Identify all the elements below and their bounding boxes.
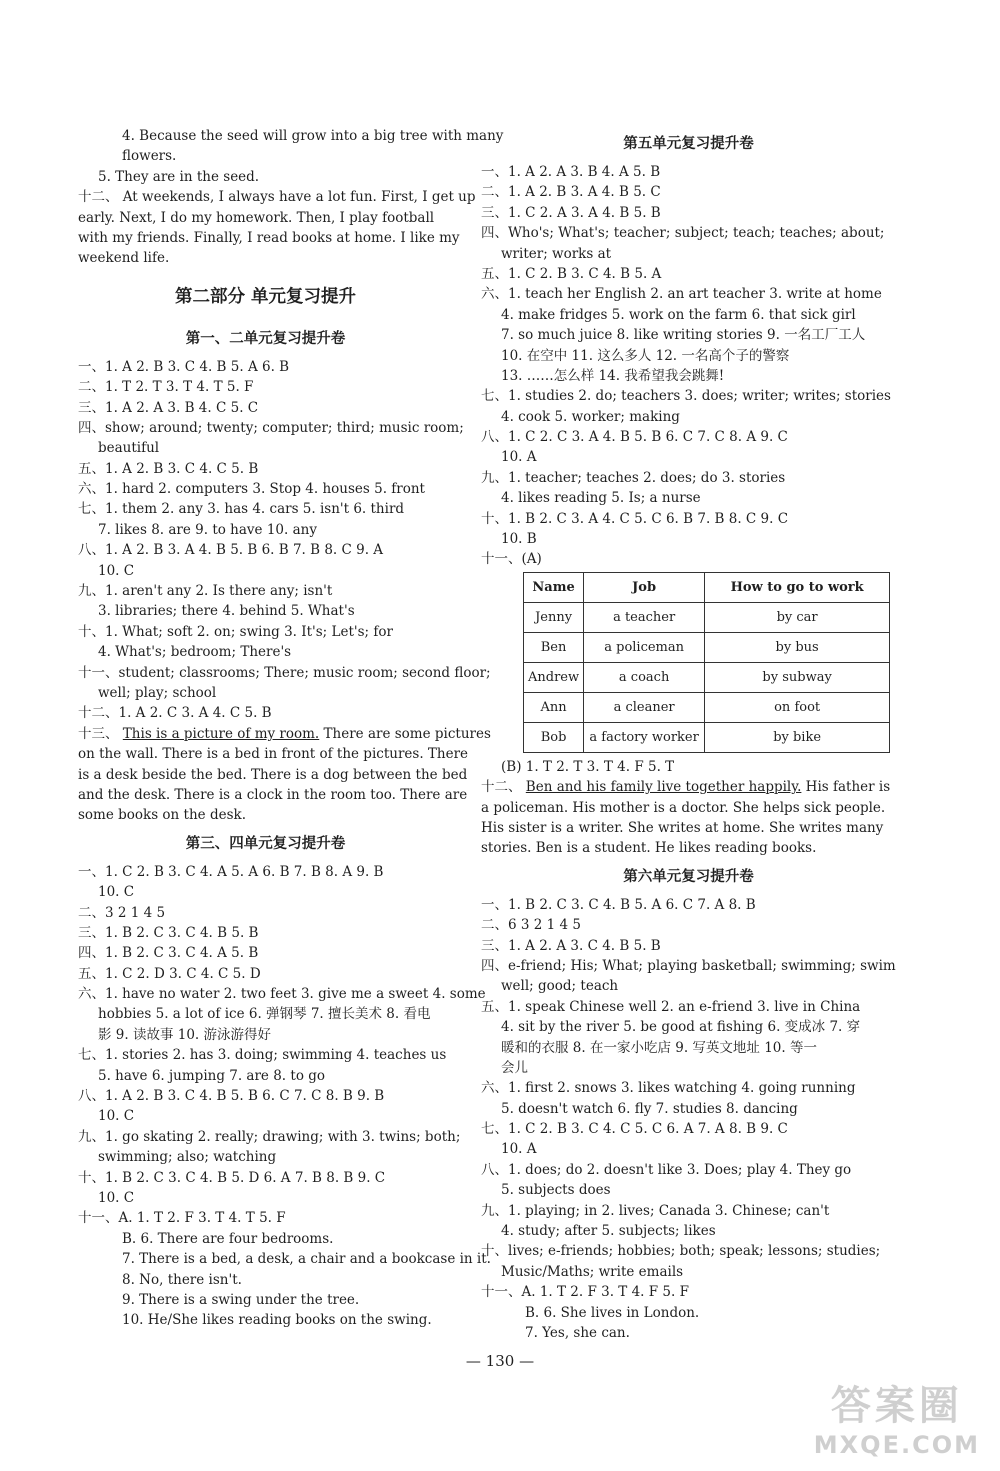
answer-line: 10. A <box>501 1141 537 1158</box>
answer-line: 四、e-friend; His; What; playing basketball; swimming; swim <box>481 957 896 974</box>
answer-line: 7. There is a bed, a desk, a chair and a bookcase in it. <box>122 1251 491 1268</box>
answer-line: well; good; teach <box>501 978 619 995</box>
answer-line: swimming; also; watching <box>98 1149 277 1166</box>
table-cell: a cleaner <box>584 692 705 722</box>
answer-line: 二、3 2 1 4 5 <box>78 904 166 921</box>
right-column <box>481 126 896 1343</box>
answer-line: 七、1. stories 2. has 3. doing; swimming 4. teaches us <box>78 1047 447 1064</box>
answer-line: 10. C <box>98 1108 135 1125</box>
section-heading: 第六单元复习提升卷 <box>623 867 754 885</box>
answer-line: 一、1. C 2. B 3. C 4. A 5. A 6. B 7. B 8. A 9. B <box>78 863 384 880</box>
answer-line: stories. Ben is a student. He likes reading books. <box>481 840 817 857</box>
answer-line: 10. 在空中 11. 这么多人 12. 一名高个子的警察 <box>501 347 790 364</box>
answer-line: 影 9. 读故事 10. 游泳游得好 <box>98 1026 272 1043</box>
table-cell: Ben <box>524 632 584 662</box>
unit-five-block <box>481 126 896 570</box>
answer-line: His sister is a writer. She writes at home. She writes many <box>481 819 884 836</box>
section-heading: 第一、二单元复习提升卷 <box>185 329 346 347</box>
watermark-url: MXQE.COM <box>813 1431 980 1459</box>
answer-line: 二、1. T 2. T 3. T 4. T 5. F <box>78 379 254 396</box>
underlined-sentence: This is a picture of my room. <box>122 725 320 742</box>
table-cell: a factory worker <box>584 722 705 752</box>
answer-line: 三、1. B 2. C 3. C 4. B 5. B <box>78 924 259 941</box>
answer-line: 7. likes 8. are 9. to have 10. any <box>98 521 317 538</box>
page-number: — 130 — <box>465 1352 535 1370</box>
watermark-title: 答案圈 <box>830 1383 963 1429</box>
answer-line: 三、1. A 2. A 3. B 4. C 5. C <box>78 399 259 416</box>
answer-line: 5. They are in the seed. <box>98 168 260 185</box>
answer-line: 十、1. B 2. C 3. C 4. B 5. D 6. A 7. B 8. B 9. C <box>78 1169 386 1186</box>
answer-line: 九、1. aren't any 2. Is there any; isn't <box>78 583 333 600</box>
answer-line: 会儿 <box>501 1059 528 1076</box>
table-cell: Bob <box>524 722 584 752</box>
answer-line: 10. C <box>98 884 135 901</box>
answer-line: 七、1. studies 2. do; teachers 3. does; writer; writes; stories <box>481 388 891 405</box>
answer-line: 10. He/She likes reading books on the swing. <box>122 1312 432 1329</box>
underlined-sentence: Ben and his family live together happily. <box>525 779 802 796</box>
answer-line: 一、1. B 2. C 3. C 4. B 5. A 6. C 7. A 8. B <box>481 896 756 913</box>
answer-line: 十一、A. 1. T 2. F 3. T 4. T 5. F <box>78 1210 286 1227</box>
answer-line: 7. so much juice 8. like writing stories 9. 一名工厂工人 <box>501 327 866 344</box>
answer-line: writer; works at <box>501 245 612 262</box>
table-header-cell: Job <box>584 572 705 602</box>
answer-line: 五、1. speak Chinese well 2. an e-friend 3. live in China <box>481 998 861 1015</box>
table-row <box>524 692 890 722</box>
answer-line: 10. C <box>98 562 135 579</box>
answer-line: 4. likes reading 5. Is; a nurse <box>501 490 701 507</box>
answer-line: 一、1. A 2. B 3. C 4. B 5. A 6. B <box>78 358 290 375</box>
job-table-header <box>524 572 890 602</box>
answer-line: and the desk. There is a clock in the room too. There are <box>78 786 468 803</box>
answer-line: 十、1. B 2. C 3. A 4. C 5. C 6. B 7. B 8. C 9. C <box>481 510 789 527</box>
answer-line: 4. cook 5. worker; making <box>501 408 680 425</box>
answer-line: a policeman. His mother is a doctor. She helps sick people. <box>481 799 886 816</box>
answer-line: 六、1. first 2. snows 3. likes watching 4. going running <box>481 1080 856 1097</box>
answer-line: 三、1. C 2. A 3. A 4. B 5. B <box>481 204 661 221</box>
table-cell: Ann <box>524 692 584 722</box>
table-row <box>524 632 890 662</box>
answer-line: is a desk beside the bed. There is a dog between the bed <box>78 766 468 783</box>
answer-line: weekend life. <box>78 250 170 267</box>
answer-line: some books on the desk. <box>78 807 246 824</box>
answer-line: 5. subjects does <box>501 1182 611 1199</box>
table-header-cell: How to go to work <box>705 572 890 602</box>
answer-line: 3. libraries; there 4. behind 5. What's <box>98 603 355 620</box>
unit-six-block <box>481 757 896 1344</box>
answer-line: 10. B <box>501 531 537 548</box>
answer-line: 九、1. teacher; teaches 2. does; do 3. stories <box>481 469 786 486</box>
answer-line: 九、1. playing; in 2. lives; Canada 3. Chinese; can't <box>481 1202 830 1219</box>
answer-line: early. Next, I do my homework. Then, I play football <box>78 209 435 226</box>
answer-line: 4. What's; bedroom; There's <box>98 644 292 661</box>
answer-line: 四、show; around; twenty; computer; third; music room; <box>78 419 464 436</box>
answer-line: 七、1. them 2. any 3. has 4. cars 5. isn't 6. third <box>78 501 405 518</box>
answer-line: hobbies 5. a lot of ice 6. 弹钢琴 7. 擅长美术 8. 看电 <box>98 1006 431 1023</box>
table-cell: on foot <box>705 692 890 722</box>
answer-line: 十一、A. 1. T 2. F 3. T 4. F 5. F <box>481 1284 689 1301</box>
answer-line: 13. ……怎么样 14. 我希望我会跳舞! <box>501 367 725 384</box>
table-cell: by bike <box>705 722 890 752</box>
answer-line: 五、1. A 2. B 3. C 4. C 5. B <box>78 460 259 477</box>
answer-line: 十二、 Ben and his family live together happily. His father is <box>481 779 891 796</box>
table-cell: by bus <box>705 632 890 662</box>
answer-line: 七、1. C 2. B 3. C 4. C 5. C 6. A 7. A 8. B 9. C <box>481 1121 788 1138</box>
answer-line: B. 6. There are four bedrooms. <box>122 1230 334 1247</box>
answer-line: 六、1. teach her English 2. an art teacher 3. write at home <box>481 286 882 303</box>
answer-line: well; play; school <box>98 684 217 701</box>
table-row <box>524 602 890 632</box>
table-row <box>524 662 890 692</box>
answer-line: 八、1. C 2. C 3. A 4. B 5. B 6. C 7. C 8. A 9. C <box>481 429 788 446</box>
answer-line: 十、lives; e-friends; hobbies; both; speak; lessons; studies; <box>481 1243 881 1260</box>
answer-line: 4. study; after 5. subjects; likes <box>501 1223 716 1240</box>
table-cell: Jenny <box>524 602 584 632</box>
answer-line: flowers. <box>122 148 177 165</box>
answer-line: 十一、student; classrooms; There; music room; second floor; <box>78 664 491 681</box>
answer-line: 十一、(A) <box>481 551 542 568</box>
table-cell: a coach <box>584 662 705 692</box>
answer-line: 5. have 6. jumping 7. are 8. to go <box>98 1067 326 1084</box>
answer-line: 六、1. have no water 2. two feet 3. give me a sweet 4. some <box>78 986 486 1003</box>
table-cell: by subway <box>705 662 890 692</box>
section-heading: 第五单元复习提升卷 <box>623 135 754 152</box>
answer-line: 十三、 This is a picture of my room. There are some pictures <box>78 725 491 742</box>
watermark-logo <box>814 1374 980 1459</box>
answer-line: 5. doesn't watch 6. fly 7. studies 8. dancing <box>501 1100 798 1117</box>
answer-line: 8. No, there isn't. <box>122 1271 242 1288</box>
answer-line: 九、1. go skating 2. really; drawing; with 3. twins; both; <box>78 1128 461 1145</box>
answer-line: 八、1. A 2. B 3. A 4. B 5. B 6. B 7. B 8. C 9. A <box>78 542 384 559</box>
job-table-body <box>524 602 890 752</box>
answer-line: 4. Because the seed will grow into a big tree with many <box>122 128 504 144</box>
answer-line: 4. make fridges 5. work on the farm 6. that sick girl <box>501 306 856 323</box>
part-heading: 第二部分 单元复习提升 <box>174 286 357 307</box>
table-cell: Andrew <box>524 662 584 692</box>
answer-line: 五、1. C 2. B 3. C 4. B 5. A <box>481 265 662 282</box>
answer-line: Music/Maths; write emails <box>501 1263 684 1280</box>
answer-line: 十二、1. A 2. C 3. A 4. C 5. B <box>78 705 272 722</box>
answer-line: 二、1. A 2. B 3. A 4. B 5. C <box>481 184 661 201</box>
answer-line: 十、1. What; soft 2. on; swing 3. It's; Let's; for <box>78 623 393 640</box>
section-heading: 第三、四单元复习提升卷 <box>185 834 346 852</box>
answer-line: 暖和的衣服 8. 在一家小吃店 9. 写英文地址 10. 等一 <box>501 1039 817 1056</box>
answer-line: 十二、 At weekends, I always have a lot fun. First, I get up <box>78 189 476 206</box>
table-header-cell: Name <box>524 572 584 602</box>
answer-line: 9. There is a swing under the tree. <box>122 1291 360 1308</box>
answer-line: 7. Yes, she can. <box>525 1324 630 1341</box>
answer-line: 10. C <box>98 1189 135 1206</box>
answer-line: on the wall. There is a bed in front of the pictures. There <box>78 746 469 763</box>
answer-line: 八、1. does; do 2. doesn't like 3. Does; play 4. They go <box>481 1161 852 1178</box>
job-table <box>523 572 890 753</box>
table-cell: a teacher <box>584 602 705 632</box>
answer-line: B. 6. She lives in London. <box>525 1304 700 1321</box>
answer-line: beautiful <box>98 440 160 457</box>
table-cell: by car <box>705 602 890 632</box>
answer-line: 一、1. A 2. A 3. B 4. A 5. B <box>481 164 661 180</box>
answer-line: 五、1. C 2. D 3. C 4. C 5. D <box>78 965 261 982</box>
table-cell: a policeman <box>584 632 705 662</box>
answer-line: 八、1. A 2. B 3. C 4. B 5. B 6. C 7. C 8. B 9. B <box>78 1088 385 1105</box>
answer-line: 三、1. A 2. A 3. C 4. B 5. B <box>481 937 661 954</box>
answer-line: 四、1. B 2. C 3. C 4. A 5. B <box>78 945 259 962</box>
answer-line: 四、Who's; What's; teacher; subject; teach; teaches; about; <box>481 225 885 242</box>
answer-line: 六、1. hard 2. computers 3. Stop 4. houses 5. front <box>78 481 425 498</box>
answer-line: with my friends. Finally, I read books at home. I like my <box>78 229 460 246</box>
left-column <box>78 126 504 1331</box>
answer-line: 二、6 3 2 1 4 5 <box>481 917 581 934</box>
answer-line: (B) 1. T 2. T 3. T 4. F 5. T <box>501 758 675 775</box>
table-row <box>524 722 890 752</box>
answer-line: 4. sit by the river 5. be good at fishing 6. 变成冰 7. 穿 <box>501 1019 861 1036</box>
answer-line: 10. A <box>501 449 537 466</box>
